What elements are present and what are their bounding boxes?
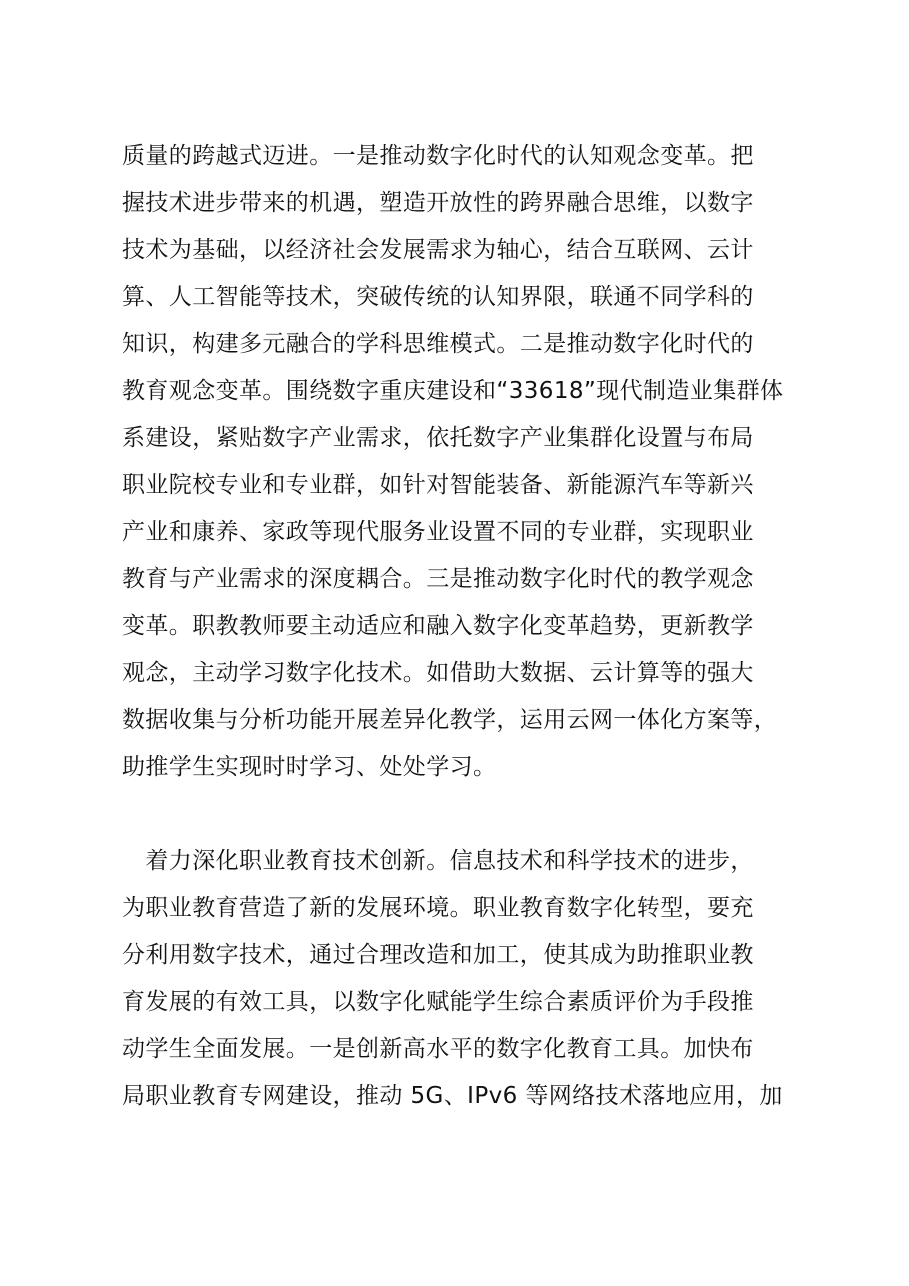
- paragraph-line: 产业和康养、家政等现代服务业设置不同的专业群，实现职业: [122, 519, 754, 545]
- paragraph-line: 技术为基础，以经济社会发展需求为轴心，结合互联网、云计: [122, 237, 754, 263]
- paragraph-line: 握技术进步带来的机遇，塑造开放性的跨界融合思维，以数字: [122, 190, 754, 216]
- paragraph-line: 变革。职教教师要主动适应和融入数字化变革趋势，更新教学: [122, 613, 754, 639]
- paragraph-line: 为职业教育营造了新的发展环境。职业教育数字化转型，要充: [122, 895, 754, 921]
- paragraph-2: [122, 838, 812, 1120]
- paragraph-line: 助推学生实现时时学习、处处学习。: [122, 754, 497, 780]
- paragraph-line: 知识，构建多元融合的学科思维模式。二是推动数字化时代的: [122, 331, 754, 357]
- paragraph-line: 数据收集与分析功能开展差异化教学，运用云网一体化方案等，: [122, 707, 778, 733]
- paragraph-line: 育发展的有效工具，以数字化赋能学生综合素质评价为手段推: [122, 989, 754, 1015]
- paragraph-line: 算、人工智能等技术，突破传统的认知界限，联通不同学科的: [122, 284, 754, 310]
- paragraph-line: 教育与产业需求的深度耦合。三是推动数字化时代的教学观念: [122, 566, 754, 592]
- paragraph-line: 教育观念变革。围绕数字重庆建设和“33618”现代制造业集群体: [122, 378, 784, 404]
- paragraph-line: 动学生全面发展。一是创新高水平的数字化教育工具。加快布: [122, 1036, 754, 1062]
- paragraph-line: 观念，主动学习数字化技术。如借助大数据、云计算等的强大: [122, 660, 754, 686]
- paragraph-1: [122, 133, 812, 791]
- paragraph-line: 着力深化职业教育技术创新。信息技术和科学技术的进步，: [122, 848, 754, 874]
- paragraph-line: 系建设，紧贴数字产业需求，依托数字产业集群化设置与布局: [122, 425, 754, 451]
- paragraph-line: 质量的跨越式迈进。一是推动数字化时代的认知观念变革。把: [122, 143, 754, 169]
- paragraph-line: 分利用数字技术，通过合理改造和加工，使其成为助推职业教: [122, 942, 754, 968]
- paragraph-line: 局职业教育专网建设，推动 5G、IPv6 等网络技术落地应用，加: [122, 1083, 783, 1109]
- paragraph-line: 职业院校专业和专业群，如针对智能装备、新能源汽车等新兴: [122, 472, 754, 498]
